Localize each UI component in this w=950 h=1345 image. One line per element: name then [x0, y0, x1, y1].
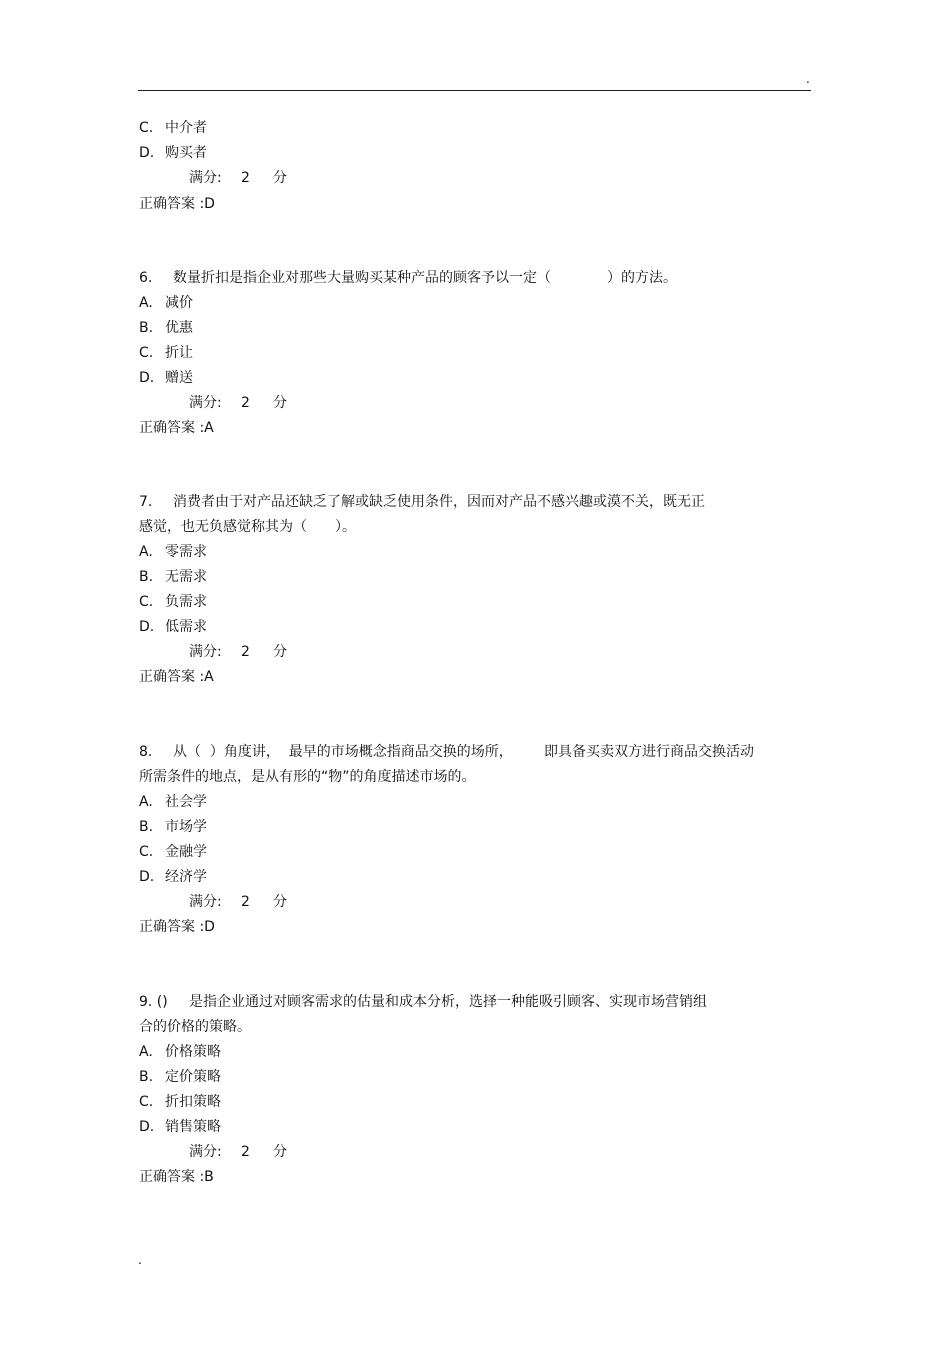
option-letter: C.: [139, 844, 154, 860]
score-line: [189, 1143, 287, 1161]
option-d: [139, 369, 193, 387]
correct-answer: 正确答案 :A: [139, 669, 214, 685]
score-unit: 分: [273, 894, 287, 910]
question-number: 9. (): [139, 994, 168, 1010]
score-line: [189, 394, 287, 412]
score-line: [189, 169, 287, 187]
footer-dot: .: [138, 1253, 142, 1267]
question-stem: 数量折扣是指企业对那些大量购买某种产品的顾客予以一定（ ）的方法。: [173, 270, 677, 286]
option-text: 市场学: [165, 819, 207, 835]
question-stem: 消费者由于对产品还缺乏了解或缺乏使用条件，因而对产品不感兴趣或漠不关，既无正: [173, 494, 705, 510]
option-c: [139, 344, 193, 362]
option-letter: B.: [139, 819, 154, 835]
score-label: 满分:: [189, 1144, 222, 1160]
option-d: [139, 144, 207, 162]
score-value: 2: [241, 644, 250, 660]
correct-answer: 正确答案 :D: [139, 919, 215, 935]
option-letter: C.: [139, 1094, 154, 1110]
score-value: 2: [241, 170, 250, 186]
option-letter: B.: [139, 320, 154, 336]
question-8-text: [139, 743, 754, 761]
option-c: [139, 1093, 221, 1111]
score-unit: 分: [273, 395, 287, 411]
option-text: 销售策略: [165, 1119, 221, 1135]
option-text: 低需求: [165, 619, 207, 635]
question-7-text: [139, 493, 705, 511]
option-d: [139, 1118, 221, 1136]
question-9-text: [139, 993, 707, 1011]
option-letter: B.: [139, 1069, 154, 1085]
score-label: 满分:: [189, 894, 222, 910]
option-text: 金融学: [165, 844, 207, 860]
option-a: [139, 294, 193, 312]
option-letter: D.: [139, 145, 155, 161]
header-rule: [138, 90, 811, 91]
option-letter: A.: [139, 794, 153, 810]
question-number: 6.: [139, 270, 153, 286]
option-text: 购买者: [165, 145, 207, 161]
score-label: 满分:: [189, 644, 222, 660]
correct-answer: 正确答案 :A: [139, 420, 214, 436]
option-text: 赠送: [165, 370, 193, 386]
score-line: [189, 893, 287, 911]
option-letter: C.: [139, 594, 154, 610]
correct-answer: 正确答案 :D: [139, 196, 215, 212]
option-letter: A.: [139, 1044, 153, 1060]
option-text: 价格策略: [165, 1044, 221, 1060]
option-b: [139, 568, 207, 586]
question-stem-continued: 合的价格的策略。: [139, 1019, 251, 1035]
option-letter: A.: [139, 295, 153, 311]
option-letter: A.: [139, 544, 153, 560]
option-a: [139, 543, 207, 561]
question-number: 8.: [139, 744, 153, 760]
option-text: 零需求: [165, 544, 207, 560]
option-text: 中介者: [165, 120, 207, 136]
option-text: 优惠: [165, 320, 193, 336]
score-unit: 分: [273, 1144, 287, 1160]
option-c: [139, 843, 207, 861]
option-text: 定价策略: [165, 1069, 221, 1085]
option-text: 无需求: [165, 569, 207, 585]
option-c: [139, 593, 207, 611]
option-b: [139, 1068, 221, 1086]
option-letter: D.: [139, 869, 155, 885]
option-text: 折扣策略: [165, 1094, 221, 1110]
correct-answer: 正确答案 :B: [139, 1169, 214, 1185]
score-label: 满分:: [189, 170, 222, 186]
score-label: 满分:: [189, 395, 222, 411]
score-line: [189, 643, 287, 661]
header-dot: .: [806, 72, 810, 86]
score-unit: 分: [273, 644, 287, 660]
option-letter: D.: [139, 619, 155, 635]
question-stem-continued: 感觉，也无负感觉称其为（ ）。: [139, 519, 356, 535]
question-6-text: [139, 269, 677, 287]
score-unit: 分: [273, 170, 287, 186]
option-text: 折让: [165, 345, 193, 361]
option-a: [139, 793, 207, 811]
score-value: 2: [241, 1144, 250, 1160]
option-letter: C.: [139, 345, 154, 361]
option-b: [139, 319, 193, 337]
question-number: 7.: [139, 494, 153, 510]
score-value: 2: [241, 894, 250, 910]
option-text: 社会学: [165, 794, 207, 810]
option-d: [139, 868, 207, 886]
question-stem: 从（ ）角度讲， 最早的市场概念指商品交换的场所， 即具备买卖双方进行商品交换活动: [173, 744, 754, 760]
option-letter: C.: [139, 120, 154, 136]
question-stem: 是指企业通过对顾客需求的估量和成本分析，选择一种能吸引顾客、实现市场营销组: [189, 994, 707, 1010]
option-letter: D.: [139, 370, 155, 386]
option-b: [139, 818, 207, 836]
option-c: [139, 119, 207, 137]
option-d: [139, 618, 207, 636]
option-a: [139, 1043, 221, 1061]
question-stem-continued: 所需条件的地点，是从有形的“物”的角度描述市场的。: [139, 769, 476, 785]
option-letter: B.: [139, 569, 154, 585]
score-value: 2: [241, 395, 250, 411]
option-text: 减价: [165, 295, 193, 311]
option-text: 负需求: [165, 594, 207, 610]
option-text: 经济学: [165, 869, 207, 885]
option-letter: D.: [139, 1119, 155, 1135]
